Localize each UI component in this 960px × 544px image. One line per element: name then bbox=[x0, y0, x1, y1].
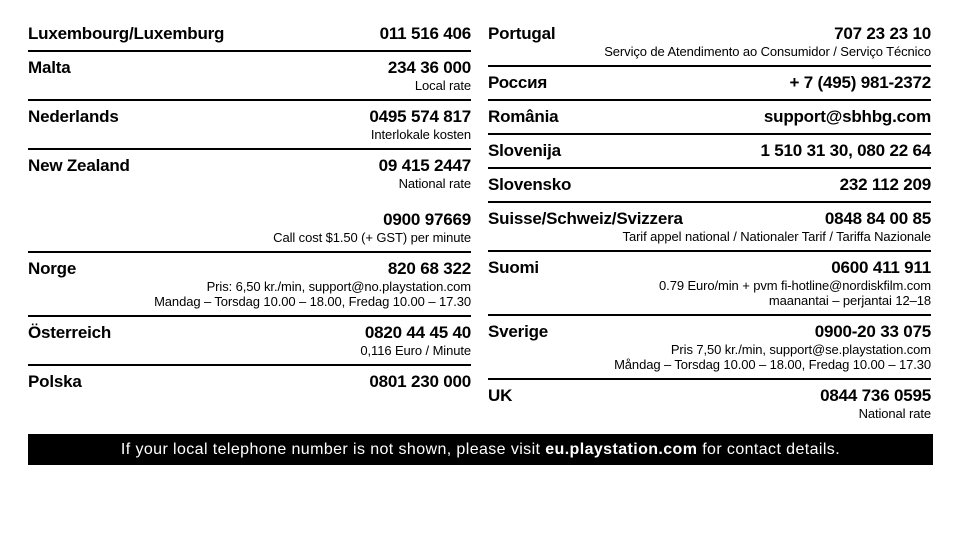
contact-entry bbox=[488, 316, 931, 380]
contact-number: 0900 97669 bbox=[383, 210, 471, 229]
contact-entry bbox=[488, 169, 931, 203]
contact-head bbox=[488, 72, 931, 93]
country-name: Suomi bbox=[488, 258, 539, 277]
country-name: Slovensko bbox=[488, 175, 572, 194]
country-name: Slovenija bbox=[488, 141, 561, 160]
contact-note: Tarif appel national / Nationaler Tarif / Tariffa Nazionale bbox=[622, 229, 931, 244]
contact-entry bbox=[28, 317, 471, 366]
contact-block bbox=[488, 72, 931, 93]
contact-columns bbox=[28, 23, 933, 427]
contact-entry bbox=[28, 101, 471, 150]
contact-block bbox=[28, 57, 471, 93]
country-name: Portugal bbox=[488, 24, 556, 43]
contact-entry bbox=[28, 52, 471, 101]
contact-note: Interlokale kosten bbox=[370, 127, 471, 142]
banner-url: eu.playstation.com bbox=[545, 440, 698, 458]
contact-number: 1 510 31 30, 080 22 64 bbox=[760, 141, 931, 160]
contact-number: 0820 44 45 40 bbox=[364, 323, 471, 342]
country-name: Россия bbox=[488, 73, 548, 92]
contact-entry bbox=[488, 101, 931, 135]
contact-number: support@sbhbg.com bbox=[763, 107, 931, 126]
contact-number: 0801 230 000 bbox=[369, 372, 471, 391]
country-name: New Zealand bbox=[28, 156, 130, 175]
country-name: România bbox=[488, 107, 559, 126]
contact-block bbox=[28, 258, 471, 309]
contact-head bbox=[28, 322, 471, 343]
contact-block bbox=[488, 106, 931, 127]
contact-note: Serviço de Atendimento ao Consumidor / Serviço Técnico bbox=[604, 44, 931, 59]
contact-note: maanantai – perjantai 12–18 bbox=[768, 293, 931, 308]
contact-head bbox=[28, 106, 471, 127]
banner-text-suffix: for contact details. bbox=[697, 440, 841, 458]
country-name: Luxembourg/Luxemburg bbox=[28, 24, 225, 43]
contact-head bbox=[28, 258, 471, 279]
contact-head bbox=[488, 257, 931, 278]
contact-number: 09 415 2447 bbox=[378, 156, 471, 175]
contact-entry bbox=[488, 203, 931, 252]
country-name: Norge bbox=[28, 259, 77, 278]
contact-block bbox=[28, 106, 471, 142]
contact-block bbox=[28, 23, 471, 44]
contact-number: 0495 574 817 bbox=[369, 107, 471, 126]
contact-number: 011 516 406 bbox=[379, 24, 471, 43]
contact-note: National rate bbox=[858, 406, 931, 421]
contacts-column-left bbox=[28, 23, 471, 427]
contact-head bbox=[488, 106, 931, 127]
contact-block bbox=[488, 174, 931, 195]
contact-block bbox=[488, 385, 931, 421]
contact-entry bbox=[488, 23, 931, 67]
contact-head bbox=[488, 140, 931, 161]
contact-entry bbox=[488, 252, 931, 316]
contact-note: Mandag – Torsdag 10.00 – 18.00, Fredag 10.00 – 17.30 bbox=[154, 294, 471, 309]
contact-head bbox=[28, 57, 471, 78]
contact-entry bbox=[28, 366, 471, 398]
contact-number: 0848 84 00 85 bbox=[824, 209, 931, 228]
contact-head bbox=[28, 371, 471, 392]
country-name: Österreich bbox=[28, 323, 112, 342]
country-name: Malta bbox=[28, 58, 71, 77]
contact-number: 707 23 23 10 bbox=[834, 24, 931, 43]
contact-note: 0,116 Euro / Minute bbox=[360, 343, 471, 358]
contacts-column-right bbox=[488, 23, 931, 427]
contact-head bbox=[488, 321, 931, 342]
contact-number: 232 112 209 bbox=[839, 175, 931, 194]
contact-entry bbox=[488, 67, 931, 101]
contact-note: National rate bbox=[398, 176, 471, 191]
contact-entry bbox=[28, 253, 471, 317]
contact-head bbox=[488, 174, 931, 195]
country-name: Suisse/Schweiz/Svizzera bbox=[488, 209, 683, 228]
contact-block bbox=[28, 371, 471, 392]
country-name: Sverige bbox=[488, 322, 549, 341]
contact-entry bbox=[488, 135, 931, 169]
contact-head bbox=[488, 385, 931, 406]
contact-note: 0.79 Euro/min + pvm fi-hotline@nordiskfilm.com bbox=[659, 278, 931, 293]
contact-number: 234 36 000 bbox=[387, 58, 471, 77]
contact-note: Call cost $1.50 (+ GST) per minute bbox=[273, 230, 471, 245]
contact-note: Pris 7,50 kr./min, support@se.playstation.com bbox=[670, 342, 931, 357]
contact-number: 0600 411 911 bbox=[831, 258, 931, 277]
contact-head bbox=[28, 155, 471, 176]
contact-entry bbox=[28, 23, 471, 52]
contact-number: 0900-20 33 075 bbox=[814, 322, 931, 341]
contact-note: Local rate bbox=[414, 78, 471, 93]
contact-note: Måndag – Torsdag 10.00 – 18.00, Fredag 10.00 – 17.30 bbox=[614, 357, 931, 372]
country-name: UK bbox=[488, 386, 513, 405]
contact-head bbox=[488, 208, 931, 229]
country-name: Nederlands bbox=[28, 107, 119, 126]
contact-note: Pris: 6,50 kr./min, support@no.playstation.com bbox=[206, 279, 471, 294]
contact-block bbox=[28, 155, 471, 191]
country-name: Polska bbox=[28, 372, 82, 391]
contact-block bbox=[488, 23, 931, 59]
contact-entry bbox=[28, 150, 471, 253]
contact-block bbox=[488, 140, 931, 161]
contact-number: 0844 736 0595 bbox=[820, 386, 931, 405]
contact-head bbox=[28, 209, 471, 230]
contact-block bbox=[488, 321, 931, 372]
contact-block bbox=[488, 208, 931, 244]
footer-banner bbox=[28, 434, 933, 465]
contact-block bbox=[28, 322, 471, 358]
banner-text-prefix: If your local telephone number is not shown, please visit bbox=[120, 440, 546, 458]
contact-block bbox=[28, 209, 471, 245]
contact-number: 820 68 322 bbox=[387, 259, 471, 278]
contact-block bbox=[488, 257, 931, 308]
contact-entry bbox=[488, 380, 931, 427]
contact-head bbox=[28, 23, 471, 44]
contact-number: + 7 (495) 981-2372 bbox=[789, 73, 931, 92]
banner-text bbox=[121, 441, 840, 459]
contact-head bbox=[488, 23, 931, 44]
